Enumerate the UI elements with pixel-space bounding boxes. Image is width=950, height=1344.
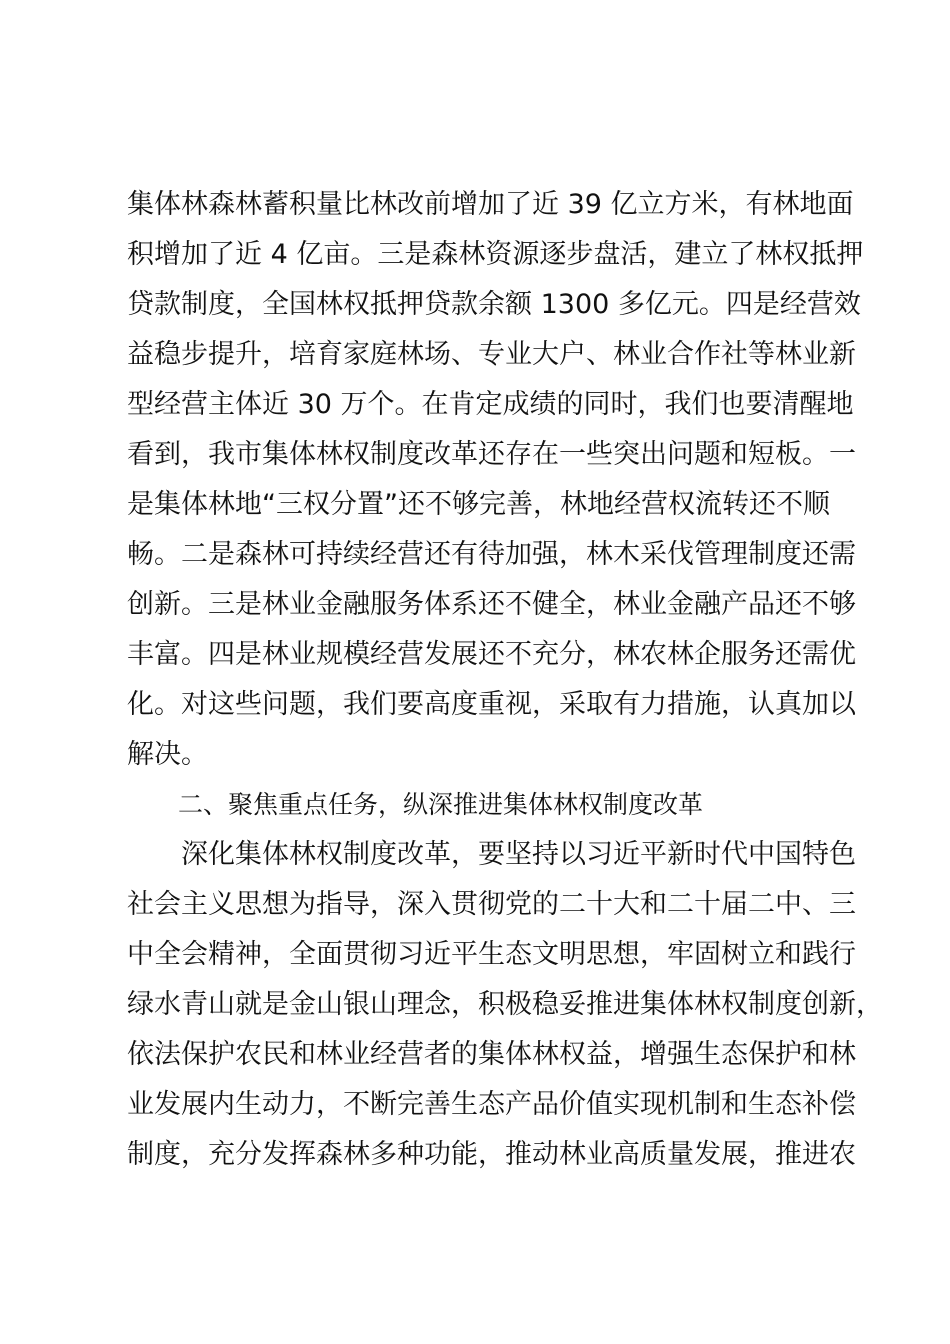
- paragraph-line: 中全会精神，全面贯彻习近平生态文明思想，牢固树立和践行: [127, 939, 856, 970]
- paragraph-line: 深化集体林权制度改革，要坚持以习近平新时代中国特色: [181, 839, 856, 870]
- paragraph-line: 制度，充分发挥森林多种功能，推动林业高质量发展，推进农: [127, 1139, 856, 1170]
- paragraph-line: 型经营主体近 30 万个。在肯定成绩的同时，我们也要清醒地: [127, 389, 854, 420]
- paragraph-1: [127, 180, 864, 780]
- paragraph-line: 绿水青山就是金山银山理念，积极稳妥推进集体林权制度创新，: [127, 989, 883, 1020]
- paragraph-line: 集体林森林蓄积量比林改前增加了近 39 亿立方米，有林地面: [127, 189, 854, 220]
- paragraph-line: 创新。三是林业金融服务体系还不健全，林业金融产品还不够: [127, 589, 856, 620]
- paragraph-line: 积增加了近 4 亿亩。三是森林资源逐步盘活，建立了林权抵押: [127, 239, 864, 270]
- paragraph-line: 看到，我市集体林权制度改革还存在一些突出问题和短板。一: [127, 439, 856, 470]
- paragraph-line: 畅。二是森林可持续经营还有待加强，林木采伐管理制度还需: [127, 539, 856, 570]
- paragraph-line: 化。对这些问题，我们要高度重视，采取有力措施，认真加以: [127, 689, 856, 720]
- section-heading: 二、聚焦重点任务，纵深推进集体林权制度改革: [178, 790, 704, 819]
- paragraph-line: 解决。: [127, 739, 208, 770]
- paragraph-line: 依法保护农民和林业经营者的集体林权益，增强生态保护和林: [127, 1039, 856, 1070]
- paragraph-line: 丰富。四是林业规模经营发展还不充分，林农林企服务还需优: [127, 639, 856, 670]
- paragraph-line: 贷款制度，全国林权抵押贷款余额 1300 多亿元。四是经营效: [127, 289, 861, 320]
- document-body: [127, 180, 883, 1180]
- paragraph-2: [127, 830, 883, 1180]
- paragraph-line: 社会主义思想为指导，深入贯彻党的二十大和二十届二中、三: [127, 889, 856, 920]
- paragraph-line: 益稳步提升，培育家庭林场、专业大户、林业合作社等林业新: [127, 339, 856, 370]
- paragraph-line: 是集体林地“三权分置”还不够完善，林地经营权流转还不顺: [127, 489, 830, 520]
- paragraph-line: 业发展内生动力，不断完善生态产品价值实现机制和生态补偿: [127, 1089, 856, 1120]
